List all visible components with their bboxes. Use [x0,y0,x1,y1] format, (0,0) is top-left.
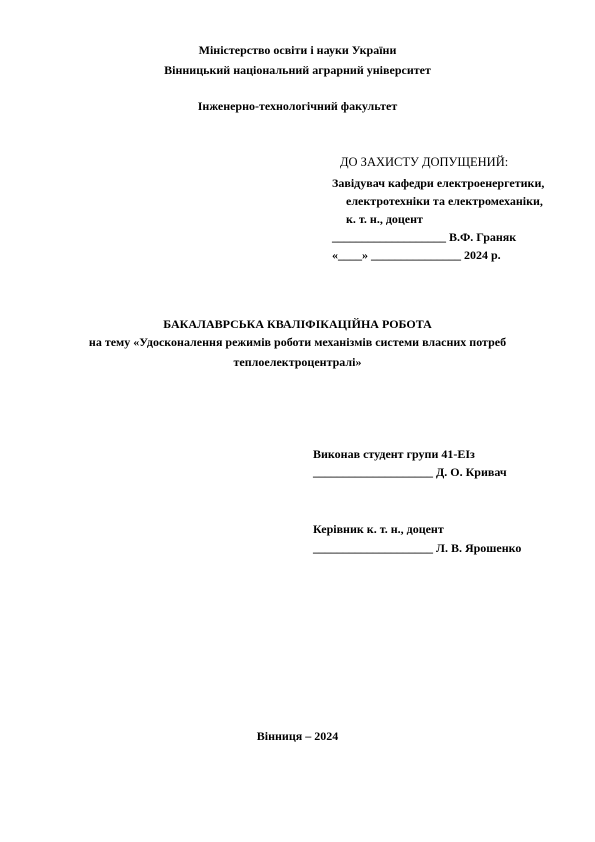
university-line: Вінницький національний аграрний університет [164,63,431,77]
student-performer: Виконав студент групи 41-ЕІз [313,447,475,461]
work-topic-line1: на тему «Удосконалення режимів роботи механізмів системи власних потреб [88,335,507,349]
ministry-line: Міністерство освіти і науки України [198,43,397,57]
approval-head-line2: електротехніки та електромеханіки, [346,194,543,208]
approval-title: ДО ЗАХИСТУ ДОПУЩЕНИЙ: [340,155,509,169]
supervisor-role: Керівник к. т. н., доцент [313,522,444,536]
work-topic-line2: теплоелектроцентралі» [233,355,362,369]
faculty-line: Інженерно-технологічний факультет [197,99,398,113]
approval-date: «____» _______________ 2024 р. [332,248,501,262]
supervisor-signature: ____________________ Л. В. Ярошенко [313,541,522,555]
approval-signature: ___________________ В.Ф. Граняк [332,230,517,244]
work-title: БАКАЛАВРСЬКА КВАЛІФІКАЦІЙНА РОБОТА [163,317,432,331]
city-year: Вінниця – 2024 [256,729,339,743]
student-signature: ____________________ Д. О. Кривач [313,465,507,479]
approval-head-line1: Завідувач кафедри електроенергетики, [332,176,545,190]
approval-head-line3: к. т. н., доцент [346,212,423,226]
